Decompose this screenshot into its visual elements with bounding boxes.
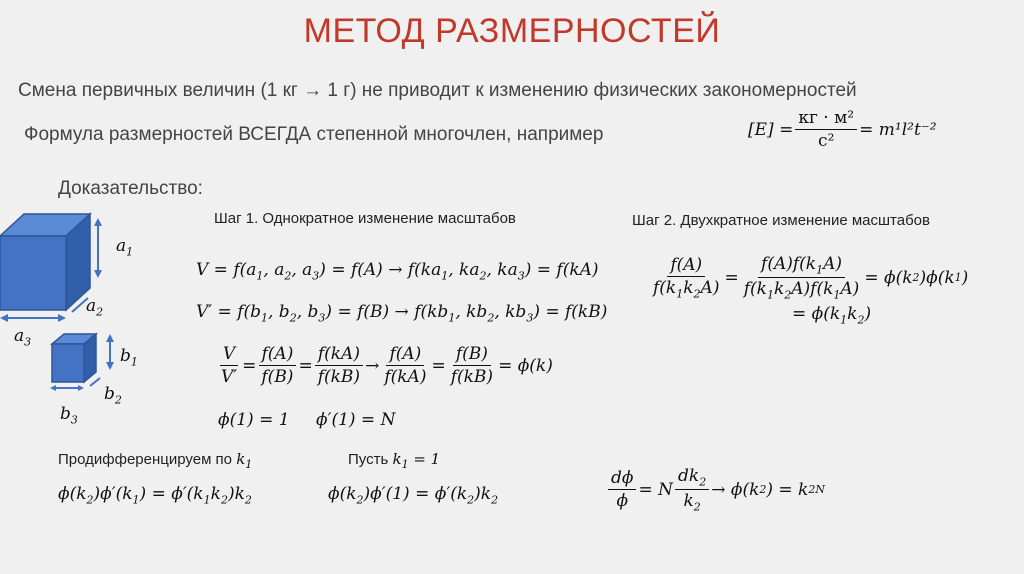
dimension-formula-statement: Формула размерностей ВСЕГДА степенной многочлен, например bbox=[24, 124, 604, 145]
label-a3: $a_3$ bbox=[14, 326, 32, 349]
dim-denominator: с² bbox=[818, 131, 835, 151]
dimension-formula-example bbox=[748, 108, 937, 151]
dim-rhs: = m¹l²t⁻² bbox=[859, 119, 937, 140]
dim-fraction bbox=[795, 108, 857, 151]
label-a1: $a_1$ bbox=[116, 236, 134, 259]
dim-lhs: [E] = bbox=[748, 119, 794, 140]
proof-label: Доказательство: bbox=[58, 178, 203, 199]
volume-formula-a: $V = f(a_1$, $a_2$, $a_3) = f(A) \to f(ka_1$, $ka_2$, $ka_3) = f(kA)$ bbox=[196, 260, 599, 283]
differentiated-equation: $\phi(k_2)\phi'(k_1) = \phi'(k_1k_2)k_2$ bbox=[58, 484, 252, 507]
double-scale-formula: $\frac{f(A)}{f(k_1k_2A)}$ = $\frac{f(A)f(k_1A)}{f(k_1k_2A)f(k_1A)}$ = ϕ(k 2 )ϕ(k 1 ) bbox=[653, 254, 969, 302]
substituted-equation: $\phi(k_2)\phi'(1) = \phi'(k_2)k_2$ bbox=[328, 484, 499, 507]
step2-title: Шаг 2. Двухкратное изменение масштабов bbox=[632, 212, 930, 229]
dim-numerator: кг · м² bbox=[795, 108, 857, 130]
differentiate-label: Продифференцируем по $k_1$ bbox=[58, 450, 253, 471]
label-b3: $b_3$ bbox=[60, 404, 78, 427]
volume-formula-b: $V' = f(b_1$, $b_2$, $b_3) = f(B) \to f(kb_1$, $kb_2$, $kb_3) = f(kB)$ bbox=[196, 302, 608, 325]
final-differential-equation: $\frac{d\phi}{\phi}$ = N $\frac{dk_2}{k_2}$ → ϕ(k 2 ) = k 2 N bbox=[606, 466, 825, 514]
label-a2: $a_2$ bbox=[86, 296, 104, 319]
label-b2: $b_2$ bbox=[104, 384, 122, 407]
step1-title: Шаг 1. Однократное изменение масштабов bbox=[214, 210, 516, 227]
small-cube bbox=[52, 334, 96, 382]
double-scale-result: = $\phi(k_1k_2)$ bbox=[792, 304, 872, 327]
slide-title: МЕТОД РАЗМЕРНОСТЕЙ bbox=[303, 12, 721, 50]
phi-at-one: ϕ(1) = 1 bbox=[218, 410, 290, 430]
big-cube bbox=[0, 214, 90, 310]
volume-ratio-formula: $\frac{V}{V'}$ = $\frac{f(A)}{f(B)}$ = $\frac{f(kA)}{f(kB)}$ → $\frac{f(A)}{f(kA)}$ = $\frac{f(B)}{f(kB)}$ = ϕ(k) bbox=[221, 344, 553, 387]
label-b1: $b_1$ bbox=[120, 346, 138, 369]
phi-prime-at-one: ϕ′(1) = N bbox=[316, 410, 396, 430]
primary-quantities-statement: Смена первичных величин (1 кг → 1 г) не приводит к изменению физических закономерностей bbox=[18, 80, 857, 101]
let-label: Пусть $k_1 = 1$ bbox=[348, 450, 441, 471]
